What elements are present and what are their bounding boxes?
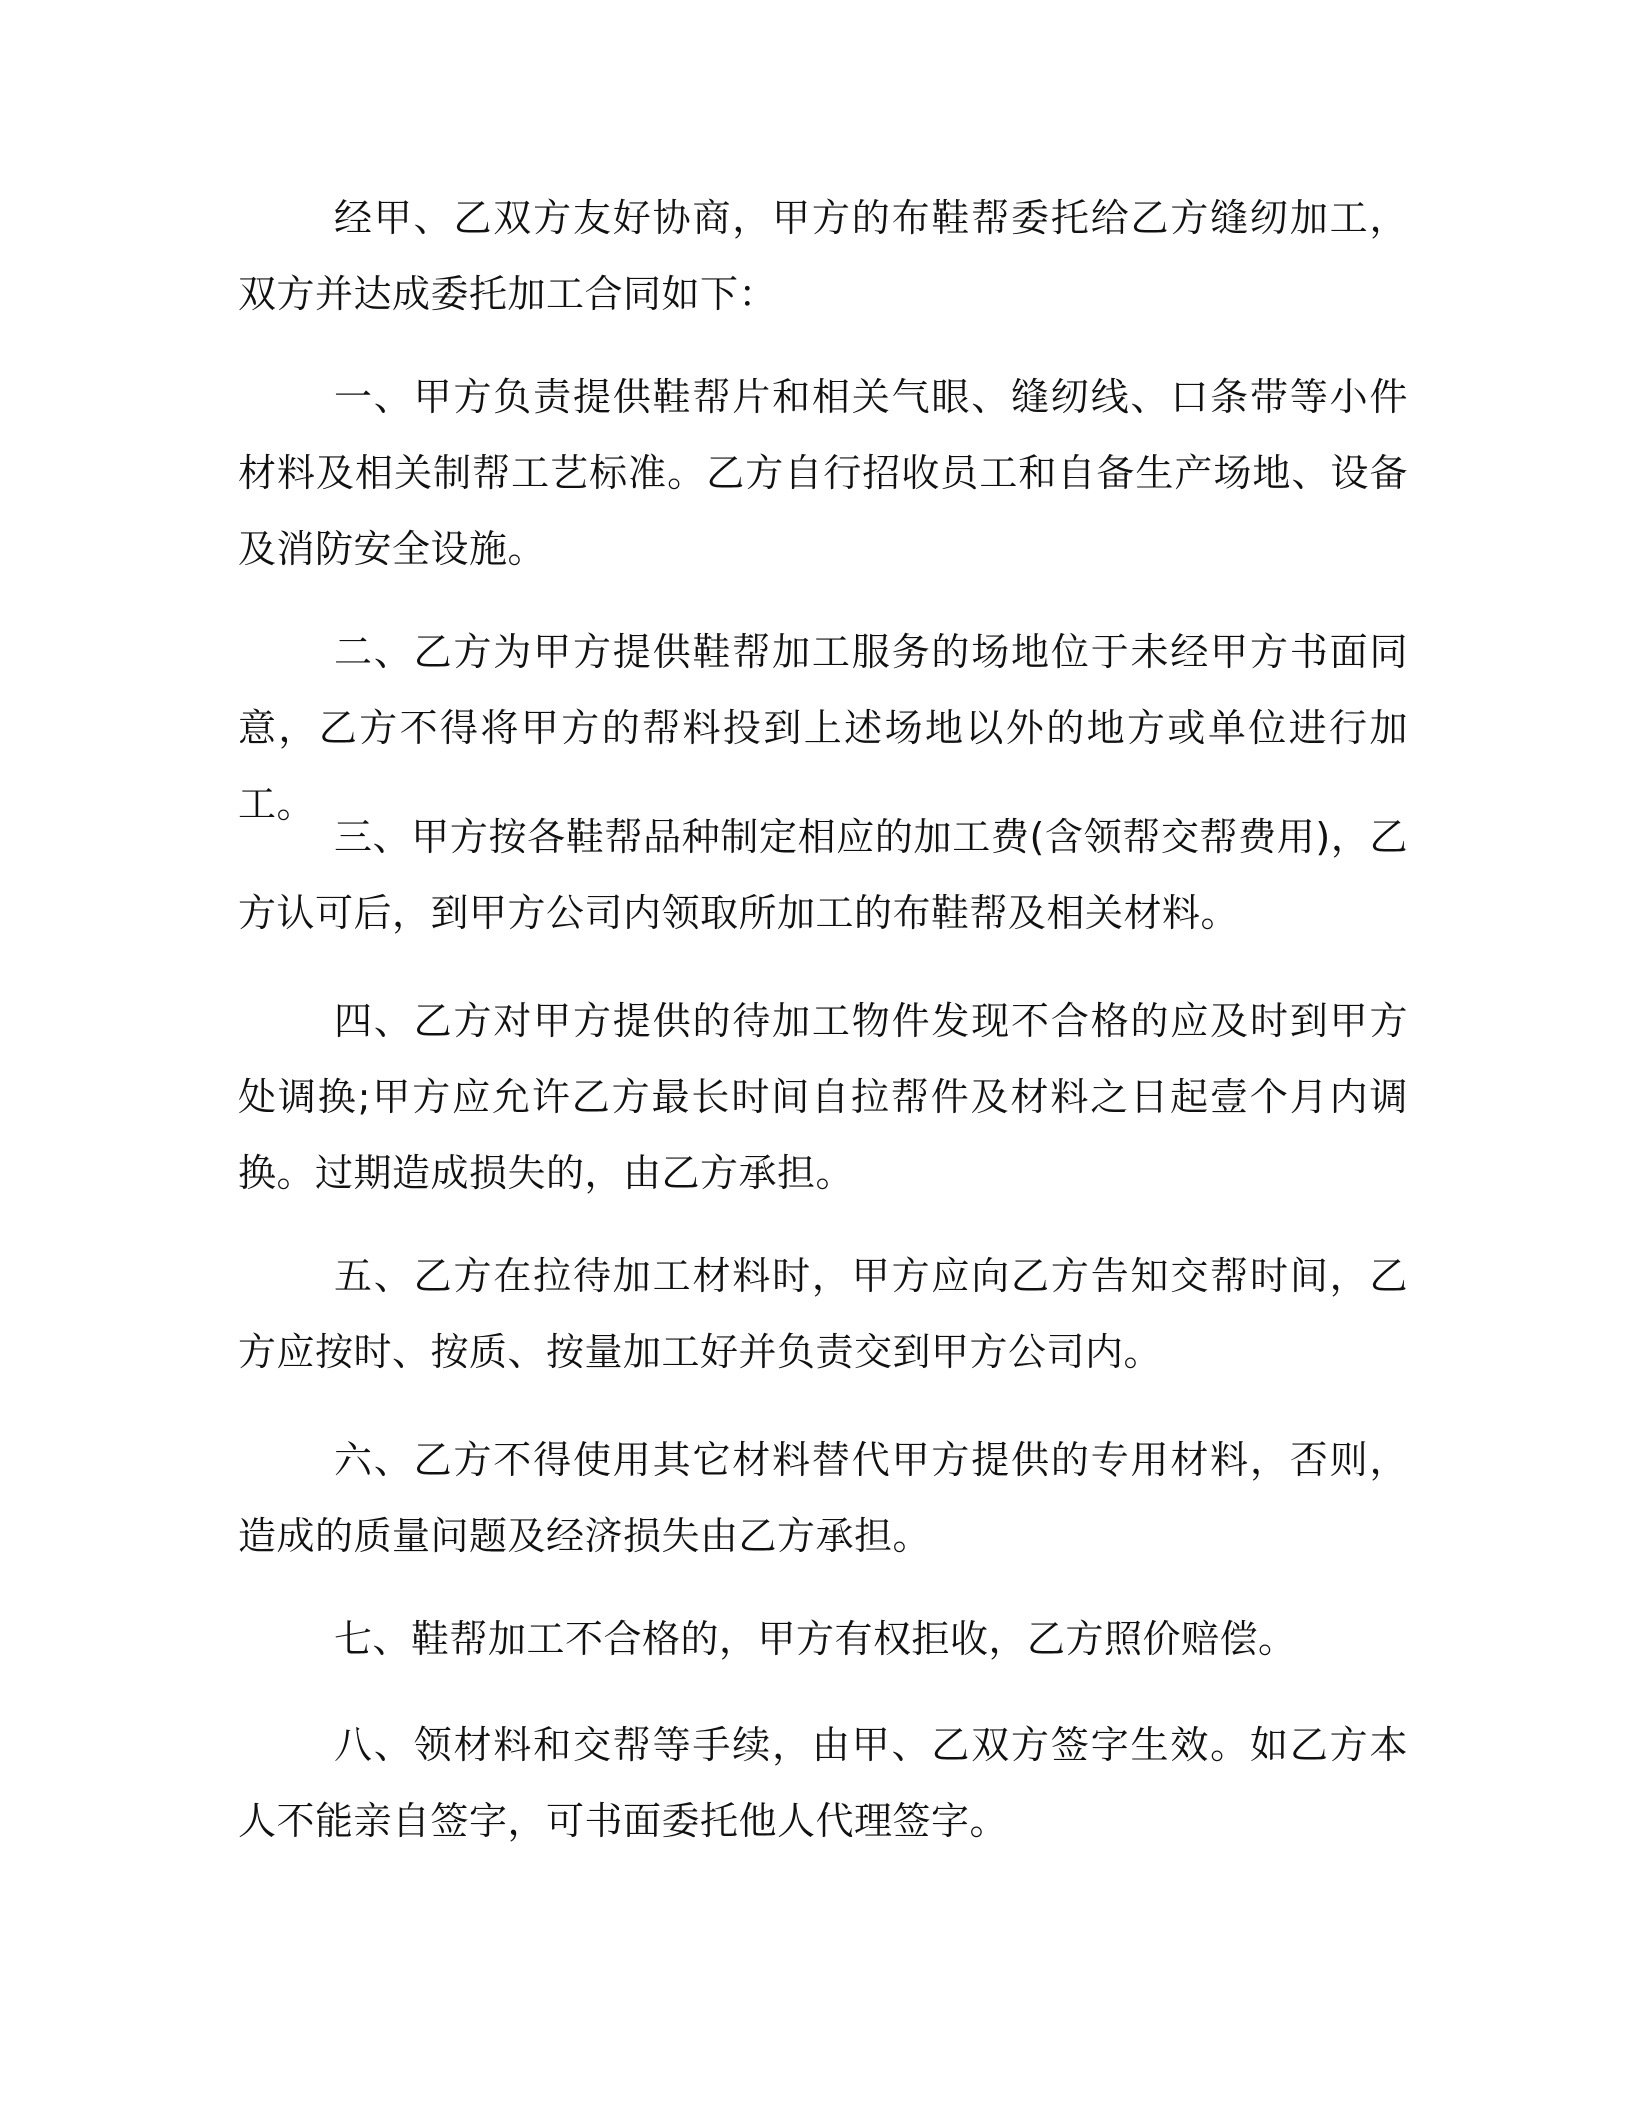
intro-paragraph: 经甲、乙双方友好协商，甲方的布鞋帮委托给乙方缝纫加工，双方并达成委托加工合同如下： [238, 196, 1408, 316]
clause-6-paragraph: 六、乙方不得使用其它材料替代甲方提供的专用材料，否则，造成的质量问题及经济损失由乙方承担。 [238, 1438, 1408, 1558]
clause-8-paragraph: 八、领材料和交帮等手续，由甲、乙双方签字生效。如乙方本人不能亲自签字，可书面委托他人代理签字。 [238, 1723, 1408, 1843]
clause-2-paragraph: 二、乙方为甲方提供鞋帮加工服务的场地位于未经甲方书面同意，乙方不得将甲方的帮料投到上述场地以外的地方或单位进行加工。 [238, 630, 1408, 826]
clause-3-paragraph: 三、甲方按各鞋帮品种制定相应的加工费(含领帮交帮费用)，乙方认可后，到甲方公司内领取所加工的布鞋帮及相关材料。 [238, 815, 1408, 935]
clause-5-paragraph: 五、乙方在拉待加工材料时，甲方应向乙方告知交帮时间，乙方应按时、按质、按量加工好并负责交到甲方公司内。 [238, 1254, 1408, 1374]
clause-1-paragraph: 一、甲方负责提供鞋帮片和相关气眼、缝纫线、口条带等小件材料及相关制帮工艺标准。乙方自行招收员工和自备生产场地、设备及消防安全设施。 [238, 375, 1408, 571]
clause-7-paragraph: 七、鞋帮加工不合格的，甲方有权拒收，乙方照价赔偿。 [334, 1617, 1297, 1661]
clause-4-paragraph: 四、乙方对甲方提供的待加工物件发现不合格的应及时到甲方处调换;甲方应允许乙方最长时间自拉帮件及材料之日起壹个月内调换。过期造成损失的，由乙方承担。 [238, 999, 1408, 1195]
